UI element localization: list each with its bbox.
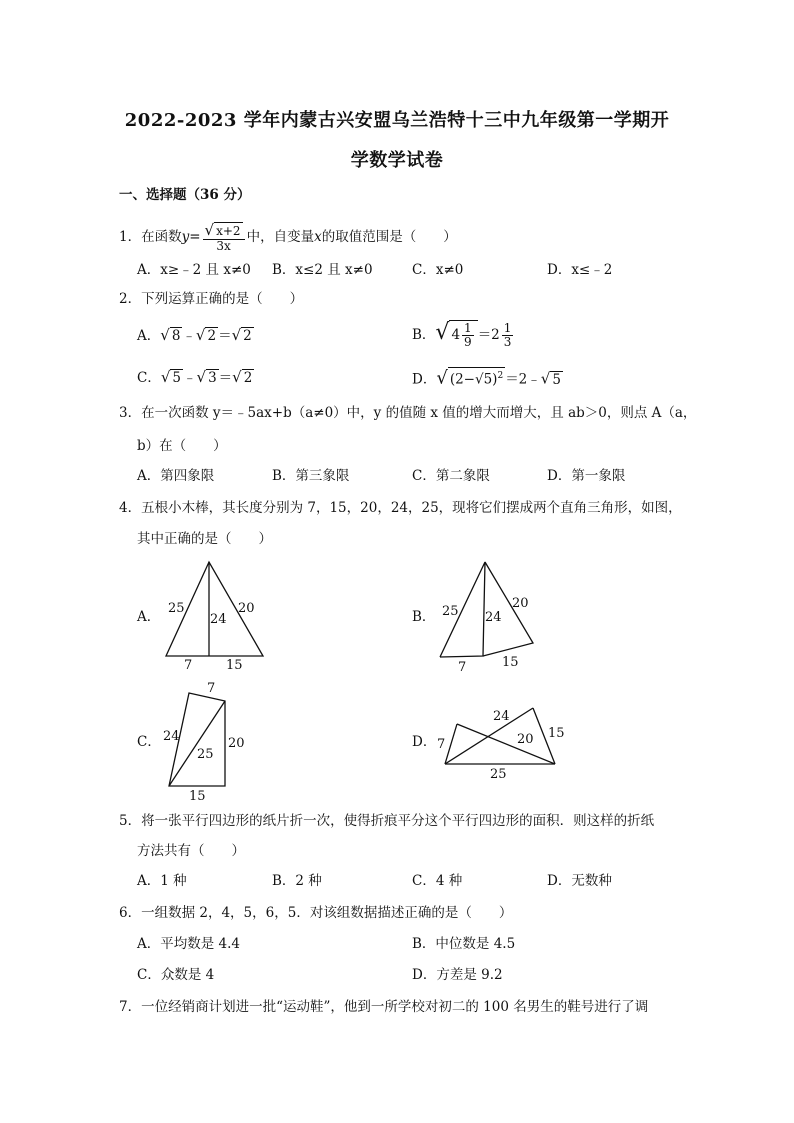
fig-b-side-7: 7 xyxy=(458,660,467,675)
fig-a-label: A． xyxy=(137,609,161,625)
fig-d-side-7: 7 xyxy=(437,737,446,752)
q2-option-b: B．√ 4 $\frac{1}{9}$ ＝2 $\frac{1}{3}$ xyxy=(412,320,512,349)
fig-b-side-24: 24 xyxy=(485,610,502,625)
q2-option-a: A．√ 8 ﹣√ 2 ＝√ 2 xyxy=(137,326,252,344)
fig-d-hyp-1 xyxy=(457,724,555,764)
question-4-line1: 4．五根小木棒，其长度分别为 7，15，20，24，25，现将它们摆成两个直角三角形，如图， xyxy=(119,500,682,516)
fig-a-side-24: 24 xyxy=(210,612,227,627)
q1-fraction: $\frac{√ x+2}{3x}$ xyxy=(203,222,245,253)
fig-d-side-15: 15 xyxy=(548,726,565,741)
q3-option-c: C．第二象限 xyxy=(412,468,490,484)
q6-option-c: C．众数是 4 xyxy=(137,967,215,983)
fig-a-side-15: 15 xyxy=(226,658,243,670)
question-7-line1: 7．一位经销商计划进一批“运动鞋”，他到一所学校对初二的 100 名男生的鞋号进行了调 xyxy=(119,999,649,1015)
question-6: 6．一组数据 2，4，5，6，5．对该组数据描述正确的是（ ） xyxy=(119,905,513,921)
fig-a-side-20: 20 xyxy=(238,601,255,616)
fig-a-side-7: 7 xyxy=(184,658,193,670)
q5-option-c: C．4 种 xyxy=(412,873,463,889)
q2-option-d: D．√ $(2-√5)^2$ ＝2﹣√ 5 xyxy=(412,367,561,389)
figure-d xyxy=(430,700,570,782)
question-3-line1: 3．在一次函数 y＝﹣5ax+b（a≠0）中，y 的值随 x 值的增大而增大，且 ab＞0，则点 A（a， xyxy=(119,405,697,421)
fig-d-side-25: 25 xyxy=(490,767,507,782)
q3-option-b: B．第三象限 xyxy=(272,468,350,484)
q6-option-a: A．平均数是 4.4 xyxy=(137,936,241,952)
paper-title-line1: 2022-2023 学年内蒙古兴安盟乌兰浩特十三中九年级第一学期开 xyxy=(124,110,670,131)
paper-title-line2: 学数学试卷 xyxy=(350,150,444,171)
question-1: 1．在函数y= $\frac{√ x+2}{3x}$ 中，自变量x的取值范围是（ ） xyxy=(119,221,457,253)
fig-a-side-25: 25 xyxy=(168,601,185,616)
figure-a xyxy=(150,555,280,670)
figure-b xyxy=(428,555,548,675)
question-2: 2．下列运算正确的是（ ） xyxy=(119,291,304,307)
q6-option-b: B．中位数是 4.5 xyxy=(412,936,516,952)
question-5-line1: 5．将一张平行四边形的纸片折一次，使得折痕平分这个平行四边形的面积．则这样的折纸 xyxy=(119,813,655,829)
fig-b-label: B． xyxy=(412,609,436,625)
question-3-line2: b）在（ ） xyxy=(137,438,227,454)
question-4-line2: 其中正确的是（ ） xyxy=(137,531,272,547)
q5-option-a: A．1 种 xyxy=(137,873,187,889)
fig-c-side-7: 7 xyxy=(207,681,216,696)
q3-option-a: A．第四象限 xyxy=(137,468,215,484)
q6-option-d: D．方差是 9.2 xyxy=(412,967,503,983)
fig-c-side-24: 24 xyxy=(163,729,180,744)
q5-option-b: B．2 种 xyxy=(272,873,322,889)
q2-option-c: C．√ 5 ﹣√ 3 ＝√ 2 xyxy=(137,368,253,386)
section-heading: 一、选择题（36 分） xyxy=(119,187,251,203)
q5-option-d: D．无数种 xyxy=(547,873,612,889)
figure-c xyxy=(155,678,260,803)
fig-c-label: C． xyxy=(137,734,161,750)
q3-option-d: D．第一象限 xyxy=(547,468,626,484)
q1-option-d: D．x≤﹣2 xyxy=(547,262,613,278)
fig-b-side-15: 15 xyxy=(502,655,519,670)
fig-d-side-24: 24 xyxy=(493,709,510,724)
q1-option-b: B．x≤2 且 x≠0 xyxy=(272,262,373,278)
fig-c-side-25: 25 xyxy=(197,747,214,762)
fig-d-side-20: 20 xyxy=(517,732,534,747)
fig-b-side-20: 20 xyxy=(512,596,529,611)
fig-c-side-20: 20 xyxy=(228,736,245,751)
q1-option-c: C．x≠0 xyxy=(412,262,464,278)
fig-d-label: D． xyxy=(412,734,437,750)
q1-option-a: A．x≥﹣2 且 x≠0 xyxy=(137,262,251,278)
fig-b-side-25: 25 xyxy=(442,604,459,619)
question-5-line2: 方法共有（ ） xyxy=(137,843,245,859)
fig-c-side-15: 15 xyxy=(189,789,206,803)
